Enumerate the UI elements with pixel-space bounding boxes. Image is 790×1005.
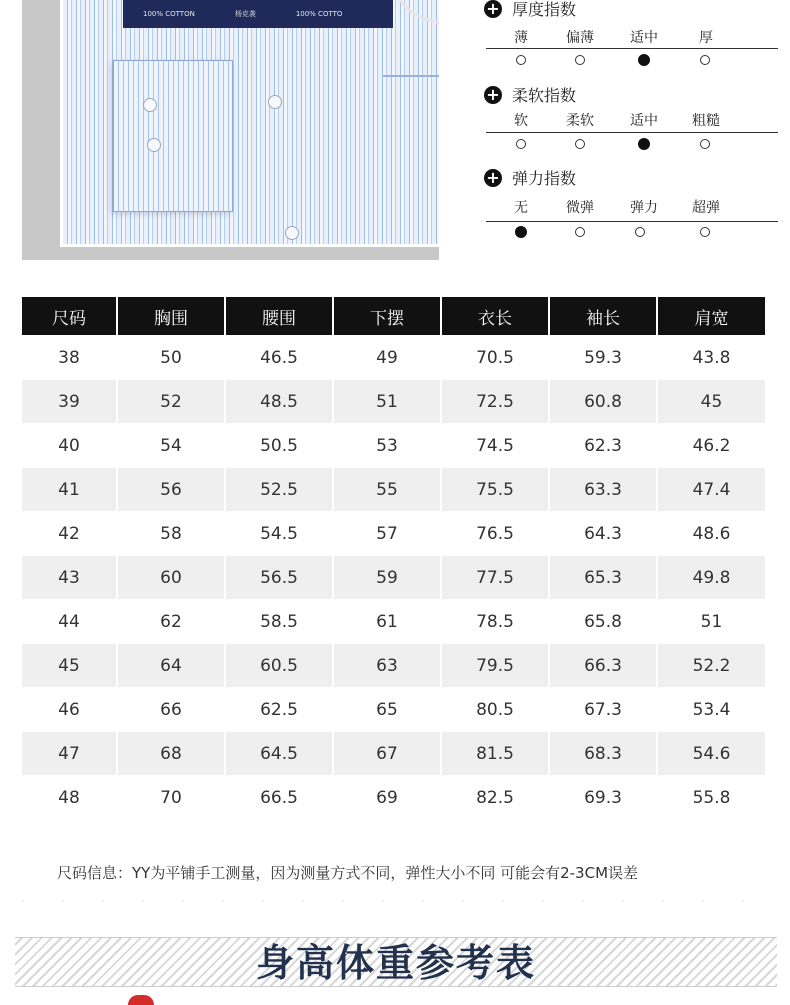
collar-text: 100% COTTO [295,10,343,18]
table-cell: 48 [22,775,118,819]
table-cell: 56 [118,467,226,511]
radio-icon [575,227,585,237]
collar-label [123,0,393,28]
table-cell: 60.8 [550,379,658,423]
table-cell: 57 [334,511,442,555]
option-label: 超弹 [692,200,720,216]
table-cell: 54.6 [658,731,765,775]
option-label: 粗糙 [692,113,720,129]
option-label: 偏薄 [566,30,594,46]
radio-icon [700,139,710,149]
table-cell: 65 [334,687,442,731]
option-label: 适中 [630,113,658,129]
column-header: 尺码 [22,297,118,335]
table-cell: 72.5 [442,379,550,423]
product-photo [22,0,439,260]
table-cell: 41 [22,467,118,511]
table-cell: 45 [658,379,765,423]
table-row [22,731,765,775]
table-cell: 47.4 [658,467,765,511]
section-banner [15,937,777,987]
column-header: 衣长 [442,297,550,335]
button-icon [285,226,299,240]
table-cell: 43.8 [658,335,765,379]
option-label: 薄 [514,30,528,46]
table-cell: 59.3 [550,335,658,379]
banner-title: 身高体重参考表 [255,940,536,985]
table-cell: 46.2 [658,423,765,467]
table-row [22,775,765,819]
radio-selected-icon [638,138,650,150]
table-cell: 55.8 [658,775,765,819]
table-cell: 51 [658,599,765,643]
table-cell: 54 [118,423,226,467]
table-cell: 64.5 [226,731,334,775]
radio-icon [700,227,710,237]
pocket-seam [383,75,439,77]
table-cell: 67 [334,731,442,775]
table-cell: 51 [334,379,442,423]
table-cell: 49 [334,335,442,379]
option-label: 无 [514,200,528,216]
table-row [22,643,765,687]
table-cell: 66.5 [226,775,334,819]
option-label: 微弹 [566,200,594,216]
divider [486,132,778,133]
radio-icon [700,55,710,65]
option-label: 适中 [630,30,658,46]
size-note: 尺码信息：YY为平铺手工测量，因为测量方式不同，弹性大小不同 可能会有2-3CM误差 [57,864,639,882]
table-cell: 52 [118,379,226,423]
table-row [22,467,765,511]
table-cell: 47 [22,731,118,775]
table-cell: 50 [118,335,226,379]
radio-icon [635,227,645,237]
table-cell: 82.5 [442,775,550,819]
table-cell: 77.5 [442,555,550,599]
button-icon [147,138,161,152]
index-title [484,83,576,106]
option-label: 柔软 [566,113,594,129]
table-cell: 60.5 [226,643,334,687]
table-header-row [22,297,765,335]
divider [486,48,778,49]
table-cell: 50.5 [226,423,334,467]
index-title-text: 弹力指数 [512,169,577,188]
table-cell: 66 [118,687,226,731]
table-cell: 44 [22,599,118,643]
table-cell: 52.2 [658,643,765,687]
column-header: 肩宽 [658,297,765,335]
zoom-circle [393,0,439,26]
table-cell: 68 [118,731,226,775]
radio-icon [575,55,585,65]
table-row [22,555,765,599]
column-header: 下摆 [334,297,442,335]
collar-text: 100% COTTON [143,10,195,18]
table-cell: 64 [118,643,226,687]
radio-icon [516,55,526,65]
decorative-dot [128,995,154,1005]
table-cell: 53.4 [658,687,765,731]
table-cell: 58 [118,511,226,555]
option-label: 厚 [699,30,713,46]
table-cell: 81.5 [442,731,550,775]
table-cell: 66.3 [550,643,658,687]
table-cell: 62 [118,599,226,643]
table-cell: 48.6 [658,511,765,555]
table-cell: 54.5 [226,511,334,555]
table-cell: 62.3 [550,423,658,467]
table-cell: 60 [118,555,226,599]
table-row [22,423,765,467]
table-cell: 48.5 [226,379,334,423]
table-cell: 63 [334,643,442,687]
table-cell: 58.5 [226,599,334,643]
size-table [22,297,765,819]
table-cell: 38 [22,335,118,379]
column-header: 腰围 [226,297,334,335]
table-cell: 62.5 [226,687,334,731]
plus-icon: + [484,86,502,104]
table-cell: 39 [22,379,118,423]
table-cell: 67.3 [550,687,658,731]
table-cell: 55 [334,467,442,511]
table-cell: 74.5 [442,423,550,467]
table-cell: 70 [118,775,226,819]
table-cell: 65.3 [550,555,658,599]
table-cell: 49.8 [658,555,765,599]
table-cell: 68.3 [550,731,658,775]
shirt-image [60,0,439,247]
button-icon [268,95,282,109]
table-row [22,335,765,379]
table-cell: 46.5 [226,335,334,379]
radio-icon [575,139,585,149]
table-body [22,335,765,819]
radio-selected-icon [515,226,527,238]
plus-icon: + [484,0,502,18]
index-title [484,0,576,20]
radio-selected-icon [638,54,650,66]
option-label: 软 [514,113,528,129]
index-title-text: 厚度指数 [512,0,577,19]
table-cell: 45 [22,643,118,687]
table-cell: 69 [334,775,442,819]
shirt-cuff [113,60,233,212]
plus-icon: + [484,169,502,187]
table-cell: 64.3 [550,511,658,555]
table-cell: 63.3 [550,467,658,511]
table-cell: 75.5 [442,467,550,511]
table-cell: 43 [22,555,118,599]
table-cell: 59 [334,555,442,599]
table-cell: 80.5 [442,687,550,731]
table-cell: 52.5 [226,467,334,511]
table-row [22,379,765,423]
divider [486,221,778,222]
button-icon [143,98,157,112]
table-cell: 61 [334,599,442,643]
collar-brand: 杨克袭 [234,10,256,18]
table-cell: 46 [22,687,118,731]
table-row [22,687,765,731]
radio-icon [516,139,526,149]
table-row [22,599,765,643]
table-cell: 79.5 [442,643,550,687]
table-cell: 76.5 [442,511,550,555]
table-cell: 53 [334,423,442,467]
index-title-text: 柔软指数 [512,86,577,105]
table-cell: 70.5 [442,335,550,379]
table-cell: 40 [22,423,118,467]
column-header: 袖长 [550,297,658,335]
table-cell: 78.5 [442,599,550,643]
table-cell: 65.8 [550,599,658,643]
table-cell: 42 [22,511,118,555]
option-label: 弹力 [630,200,658,216]
column-header: 胸围 [118,297,226,335]
table-cell: 56.5 [226,555,334,599]
index-title [484,166,576,189]
dotted-divider [22,900,768,902]
table-cell: 69.3 [550,775,658,819]
table-row [22,511,765,555]
